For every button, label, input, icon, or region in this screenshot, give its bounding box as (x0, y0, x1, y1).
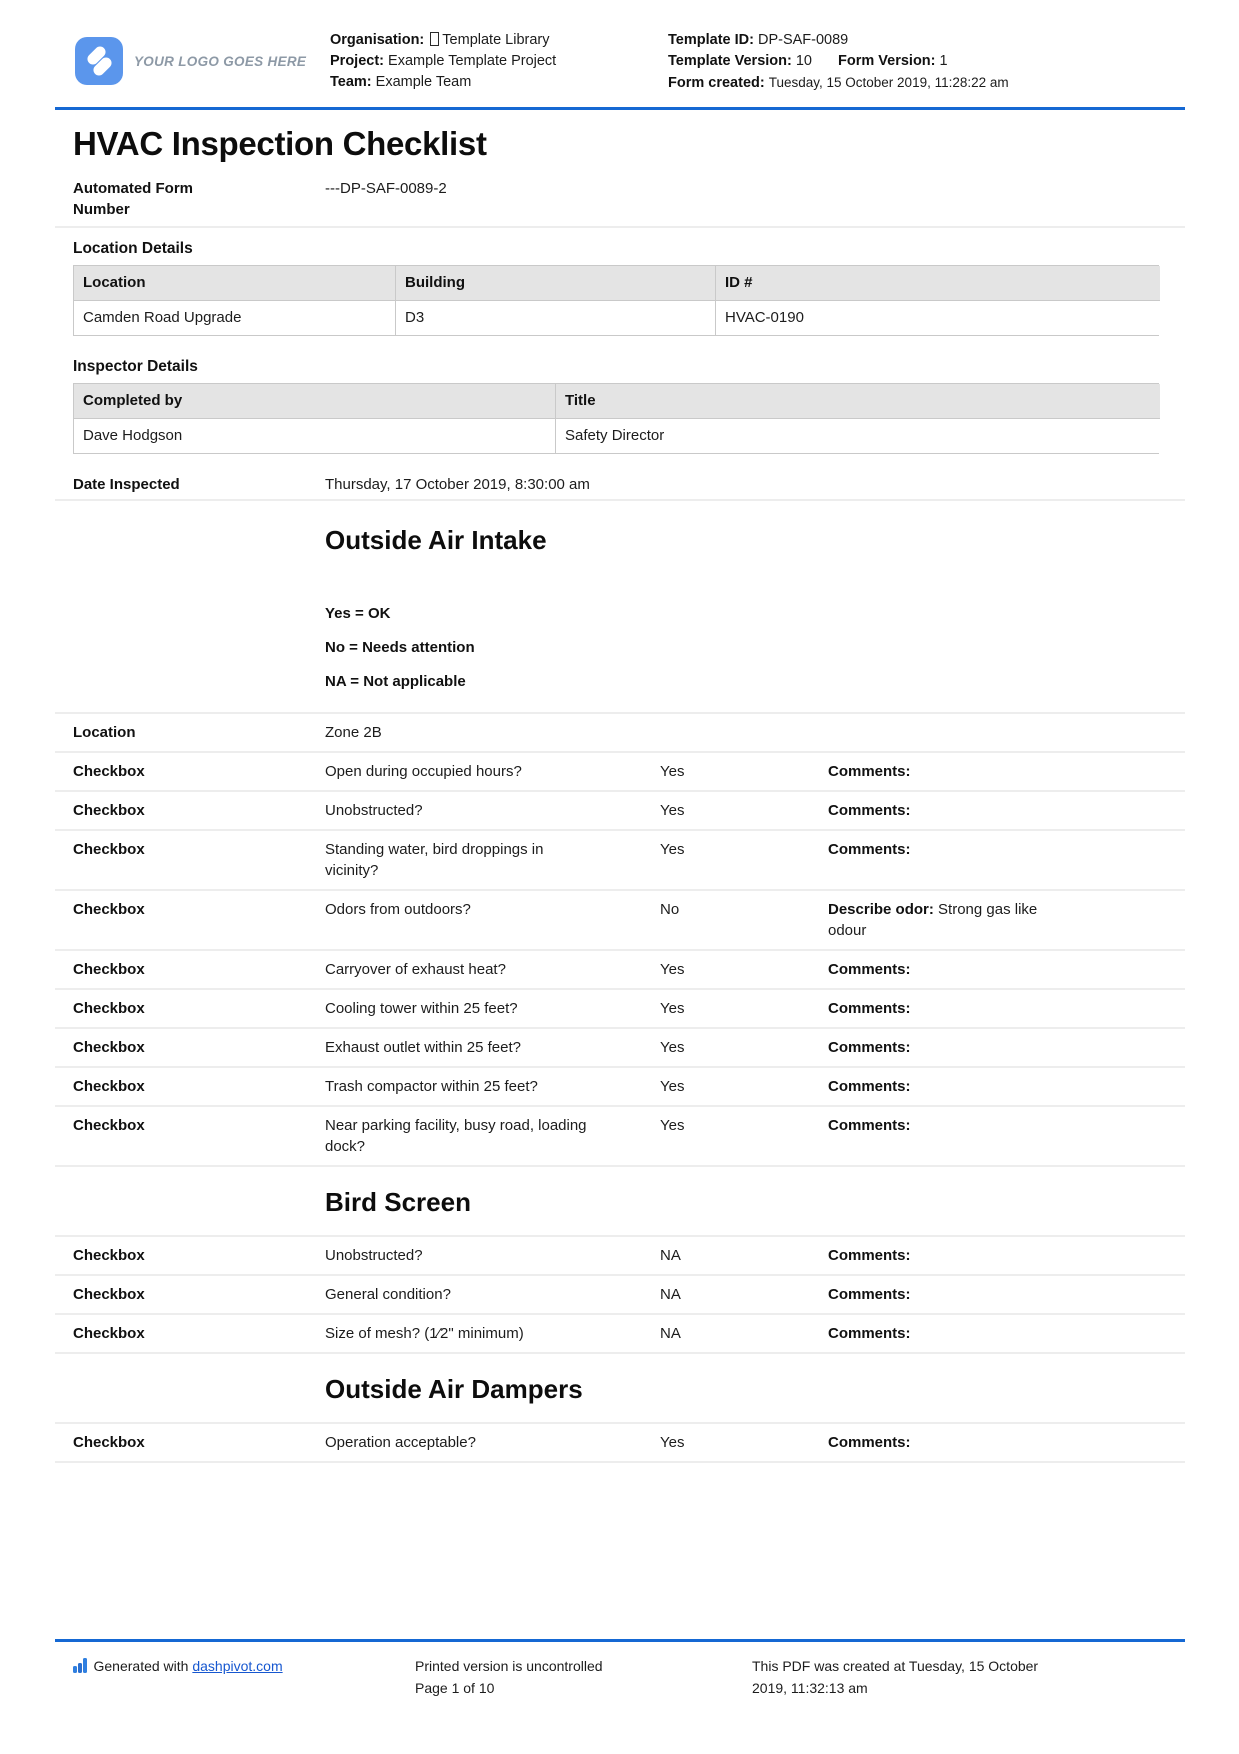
row-answer: NA (660, 1286, 681, 1303)
table-cell-id: HVAC-0190 (716, 301, 1160, 335)
organisation-info (330, 28, 668, 94)
section-divider (55, 226, 1185, 228)
team-line (330, 72, 668, 93)
checklist-row (55, 1315, 1185, 1354)
team-value: Example Team (375, 74, 472, 90)
column-header: Title (556, 384, 1160, 419)
inspector-details-heading: Inspector Details (73, 358, 198, 375)
comments-label: Comments: (828, 841, 911, 858)
row-comments (828, 722, 1043, 743)
page-number: Page 1 of 10 (415, 1680, 495, 1696)
comments-label: Comments: (828, 961, 911, 978)
comments-text: Strong gas like odour (828, 901, 1038, 939)
row-label: Checkbox (73, 763, 145, 780)
section-title-outside-air-intake: Outside Air Intake (325, 525, 547, 555)
template-version-label: Template Version: (668, 53, 792, 69)
row-question: Near parking facility, busy road, loading dock? (325, 1117, 587, 1155)
row-comments (828, 800, 1043, 821)
template-info (668, 28, 1036, 94)
document-header (55, 28, 1185, 94)
comments-label: Comments: (828, 763, 911, 780)
document-footer (55, 1639, 1185, 1696)
location-details-heading: Location Details (73, 240, 193, 257)
date-inspected-row (55, 474, 1185, 495)
row-question: Cooling tower within 25 feet? (325, 1000, 518, 1017)
checklist-rows-outside-air-intake (55, 712, 1185, 1167)
form-version-label: Form Version: (838, 53, 936, 69)
comments-label: Comments: (828, 1247, 911, 1264)
row-label: Location (73, 724, 136, 741)
row-comments (828, 1037, 1043, 1058)
checklist-row (55, 714, 1185, 753)
section-title-outside-air-dampers: Outside Air Dampers (325, 1374, 583, 1404)
comments-label: Comments: (828, 1286, 911, 1303)
row-answer: Yes (660, 802, 685, 819)
form-version-value: 1 (939, 53, 948, 69)
logo-block (55, 28, 330, 94)
row-answer: Yes (660, 961, 685, 978)
footer-center (415, 1655, 603, 1699)
checklist-row (55, 990, 1185, 1029)
row-answer: Yes (660, 1078, 685, 1095)
template-id-value: DP-SAF-0089 (757, 32, 849, 48)
row-question: Size of mesh? (1⁄2" minimum) (325, 1325, 524, 1342)
row-comments (828, 1323, 1043, 1344)
row-answer: Yes (660, 841, 685, 858)
table-cell-location: Camden Road Upgrade (74, 301, 396, 335)
template-id-line (668, 30, 1036, 51)
template-id-label: Template ID: (668, 32, 754, 48)
uncontrolled-note: Printed version is uncontrolled (415, 1658, 603, 1674)
comments-label: Comments: (828, 802, 911, 819)
table-cell-title: Safety Director (556, 419, 1160, 453)
date-inspected-label: Date Inspected (73, 476, 180, 493)
row-answer: Yes (660, 763, 685, 780)
column-header: Location (74, 266, 396, 301)
missing-glyph-icon (430, 32, 439, 46)
page-title: HVAC Inspection Checklist (73, 125, 487, 162)
row-question: Odors from outdoors? (325, 901, 471, 918)
row-answer: NA (660, 1325, 681, 1342)
checklist-row (55, 1235, 1185, 1276)
organisation-label: Organisation: (330, 32, 425, 48)
row-label: Checkbox (73, 1117, 145, 1134)
date-inspected-value: Thursday, 17 October 2019, 8:30:00 am (325, 476, 590, 493)
row-answer (660, 722, 828, 743)
legend-item: NA = Not applicable (325, 673, 466, 690)
row-answer: Yes (660, 1000, 685, 1017)
row-answer: NA (660, 1247, 681, 1264)
version-line (668, 51, 1036, 72)
answer-legend (325, 603, 1185, 692)
row-question: Zone 2B (325, 724, 382, 741)
column-header: ID # (716, 266, 1160, 301)
checklist-row (55, 891, 1185, 951)
footer-created-at: This PDF was created at Tuesday, 15 October 2019, 11:32:13 am (752, 1658, 1039, 1696)
row-label: Checkbox (73, 1247, 145, 1264)
row-comments (828, 959, 1043, 980)
checklist-row (55, 1107, 1185, 1167)
row-label: Checkbox (73, 1039, 145, 1056)
organisation-value: Template Library (442, 32, 550, 48)
team-label: Team: (330, 74, 372, 90)
row-answer: No (660, 901, 680, 918)
footer-generated (73, 1655, 283, 1677)
logo-placeholder-text: YOUR LOGO GOES HERE (134, 53, 307, 69)
row-question: Unobstructed? (325, 802, 423, 819)
row-label: Checkbox (73, 901, 145, 918)
comments-label: Comments: (828, 1078, 911, 1095)
checklist-row (55, 1029, 1185, 1068)
row-question: Exhaust outlet within 25 feet? (325, 1039, 521, 1056)
project-line (330, 51, 668, 72)
row-question: General condition? (325, 1286, 451, 1303)
checklist-row (55, 1276, 1185, 1315)
table-cell-completed-by: Dave Hodgson (74, 419, 556, 453)
bar-chart-icon (73, 1658, 87, 1673)
checklist-row (55, 1068, 1185, 1107)
row-question: Unobstructed? (325, 1247, 423, 1264)
checklist-row (55, 1422, 1185, 1463)
row-label: Checkbox (73, 1325, 145, 1342)
checklist-row (55, 792, 1185, 831)
row-question: Open during occupied hours? (325, 763, 522, 780)
organisation-line (330, 30, 668, 51)
row-question: Operation acceptable? (325, 1434, 476, 1451)
row-question: Carryover of exhaust heat? (325, 961, 506, 978)
row-comments (828, 1432, 1043, 1453)
form-created-value: Tuesday, 15 October 2019, 11:28:22 am (768, 75, 1009, 90)
checklist-row (55, 951, 1185, 990)
form-number-value: ---DP-SAF-0089-2 (325, 180, 447, 197)
row-label: Checkbox (73, 1078, 145, 1095)
row-comments (828, 761, 1043, 782)
footer-accent-rule (55, 1639, 1185, 1642)
comments-label: Comments: (828, 1325, 911, 1342)
table-cell-building: D3 (396, 301, 716, 335)
row-comments (828, 839, 1043, 881)
form-number-row (55, 178, 1185, 220)
row-label: Checkbox (73, 841, 145, 858)
section-title-bird-screen: Bird Screen (325, 1187, 471, 1217)
location-details-table (73, 265, 1159, 336)
row-question: Trash compactor within 25 feet? (325, 1078, 538, 1095)
dashpivot-link[interactable]: dashpivot.com (192, 1658, 283, 1674)
inspector-details-table (73, 383, 1159, 454)
row-label: Checkbox (73, 1434, 145, 1451)
legend-item: No = Needs attention (325, 639, 475, 656)
column-header: Building (396, 266, 716, 301)
comments-label: Comments: (828, 1117, 911, 1134)
comments-label: Describe odor: (828, 901, 934, 918)
checklist-rows-outside-air-dampers (55, 1422, 1185, 1463)
template-version-value: 10 (795, 53, 812, 69)
row-answer: Yes (660, 1039, 685, 1056)
row-answer: Yes (660, 1117, 685, 1134)
checklist-row (55, 831, 1185, 891)
section-divider (55, 499, 1185, 501)
row-comments (828, 1245, 1043, 1266)
row-comments (828, 998, 1043, 1019)
checklist-row (55, 753, 1185, 792)
header-accent-rule (55, 107, 1185, 110)
form-created-line (668, 72, 1036, 94)
company-logo-icon (75, 37, 123, 85)
row-label: Checkbox (73, 961, 145, 978)
project-label: Project: (330, 53, 384, 69)
legend-item: Yes = OK (325, 605, 391, 622)
row-comments (828, 1076, 1043, 1097)
row-label: Checkbox (73, 1286, 145, 1303)
column-header: Completed by (74, 384, 556, 419)
comments-label: Comments: (828, 1039, 911, 1056)
checklist-rows-bird-screen (55, 1235, 1185, 1354)
row-comments (828, 1284, 1043, 1305)
row-answer: Yes (660, 1434, 685, 1451)
project-value: Example Template Project (388, 53, 557, 69)
row-comments (828, 1115, 1043, 1157)
row-label: Checkbox (73, 802, 145, 819)
form-created-label: Form created: (668, 75, 765, 91)
form-number-label: Automated Form Number (73, 180, 193, 218)
comments-label: Comments: (828, 1000, 911, 1017)
generated-prefix: Generated with (93, 1658, 193, 1674)
row-comments (828, 899, 1043, 941)
row-label: Checkbox (73, 1000, 145, 1017)
row-question: Standing water, bird droppings in vicinity? (325, 841, 544, 879)
comments-label: Comments: (828, 1434, 911, 1451)
